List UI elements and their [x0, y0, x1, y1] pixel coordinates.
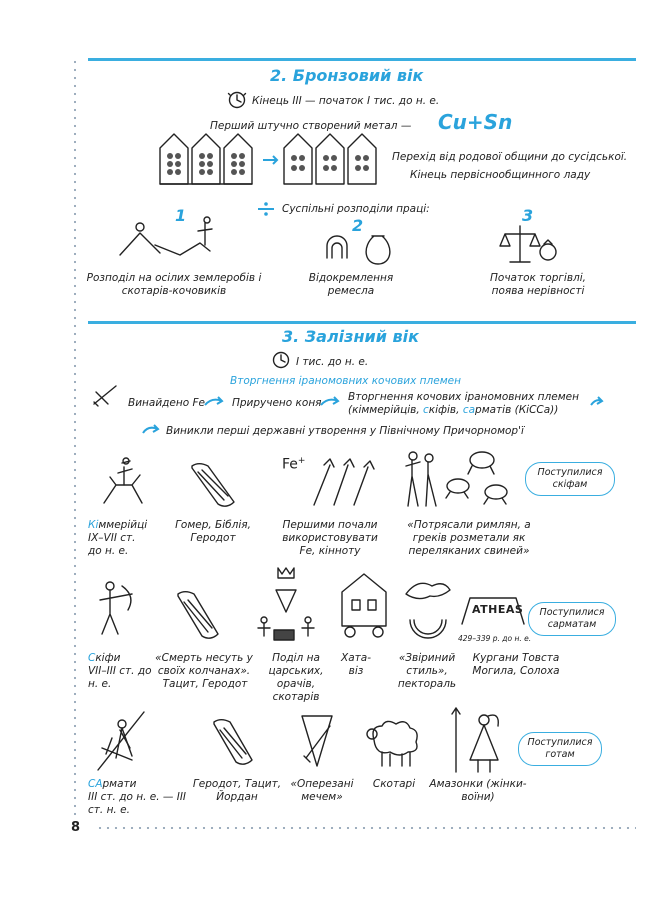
- arrow-icon: [142, 423, 162, 435]
- sarmatians-badge: Поступилися готам: [518, 732, 602, 766]
- scythians-kurgans: Кургани Товста Могила, Солоха: [472, 652, 560, 677]
- scroll-icon: [206, 714, 262, 772]
- athens-date: 429–339 р. до н. е.: [458, 634, 532, 643]
- arrow-icon: [590, 395, 606, 409]
- scythians-division: Поділ на царських, орачів, скотарів: [268, 652, 324, 703]
- bronze-period: Кінець ІІІ — початок І тис. до н. е.: [252, 95, 440, 107]
- invasion-header: Вторгнення іраномовних кочових племен: [230, 375, 461, 387]
- horse-rider-icon: [96, 455, 156, 510]
- section-divider-iron: [88, 321, 636, 324]
- arrow-icon: [320, 395, 342, 407]
- sarmatians-name: САрмати: [88, 778, 137, 790]
- division-icon: [258, 202, 274, 216]
- cimmerians-name: Кіммерійці: [88, 519, 148, 531]
- sword-belt-icon: [296, 712, 338, 770]
- first-metal-text: Перший штучно створений метал —: [210, 120, 412, 132]
- cimmerians-quote: «Потрясали римлян, а греків розметали як переляканих свиней»: [407, 519, 531, 557]
- sarmatians-sources: Геродот, Тацит, Йордан: [192, 778, 282, 803]
- transition-line-1: Перехід від родової общини до сусідської.: [392, 151, 628, 163]
- scythians-hata: Хата-віз: [341, 652, 371, 677]
- athens-inscription: ATHEAS: [472, 603, 524, 616]
- neighbor-houses-icon: [282, 130, 382, 188]
- cimmerians-sources: Гомер, Біблія, Геродот: [175, 519, 251, 544]
- scythians-animal-style: «Звіриний стиль», пектораль: [397, 652, 457, 690]
- margin-dots: [74, 58, 76, 818]
- bronze-formula: Cu+Sn: [438, 110, 513, 134]
- amazon-icon: [448, 706, 508, 774]
- scroll-icon: [170, 586, 228, 646]
- division-1-text: Розподіл на осілих землеробів і скотарів-кочовиків: [86, 272, 262, 297]
- cimmerians-badge: Поступилися скіфам: [525, 462, 615, 496]
- archer-icon: [92, 578, 144, 640]
- sword-icon: [92, 384, 120, 408]
- first-states: Виникли перші державні утворення у Північному Причорномор'ї: [166, 425, 524, 437]
- sarmatians-belt: «Оперезані мечем»: [290, 778, 354, 803]
- farmer-herder-icon: [110, 215, 230, 260]
- crafts-icon: [322, 228, 402, 268]
- scroll-icon: [184, 458, 244, 513]
- footer-dots: [96, 827, 636, 829]
- scythians-dates: VІІ–ІІІ ст. до н. е.: [88, 665, 152, 690]
- division-2-text: Відокремлення ремесла: [308, 272, 394, 297]
- iron-title: 3. Залізний вік: [282, 327, 419, 346]
- transition-line-2: Кінець первіснообщинного ладу: [410, 169, 591, 181]
- sarmatian-warrior-icon: [92, 708, 154, 776]
- division-number-2: 2: [352, 216, 364, 235]
- sheep-icon: [364, 716, 424, 770]
- sarmatians-cattle: Скотарі: [372, 778, 416, 790]
- invasion-line-2: (кіммерійців, скіфів, сарматів (КіССа)): [348, 404, 559, 416]
- iron-period: І тис. до н. е.: [296, 356, 369, 368]
- sarmatians-dates: ІІІ ст. до н. е. — ІІІ ст. н. е.: [88, 791, 187, 816]
- cimmerians-dates: ІХ–VІІ ст. до н. е.: [88, 532, 136, 557]
- scythians-name: Скіфи: [88, 652, 121, 664]
- clan-houses-icon: [158, 130, 258, 188]
- animal-style-icon: [400, 576, 456, 646]
- section-divider-bronze: [88, 58, 636, 61]
- division-number-1: 1: [175, 206, 187, 225]
- division-number-3: 3: [522, 206, 534, 225]
- bronze-title: 2. Бронзовий вік: [270, 66, 424, 85]
- scales-icon: [500, 222, 560, 266]
- horse-domesticated: Приручено коня: [232, 397, 322, 409]
- arrow-icon: [204, 395, 226, 407]
- warriors-pigs-icon: [398, 446, 516, 512]
- clock-icon: [272, 351, 290, 369]
- sarmatians-amazons: Амазонки (жінки-воїни): [429, 778, 527, 803]
- page-number: 8: [71, 820, 81, 835]
- wagon-house-icon: [338, 570, 390, 642]
- cimmerians-first: Першими почали використовувати Fe, кінноту: [282, 519, 378, 557]
- spears-icon: [310, 455, 380, 510]
- scythians-badge: Поступилися сарматам: [528, 602, 616, 636]
- division-3-text: Початок торгівлі, поява нерівності: [490, 272, 586, 297]
- scythians-sources: Тацит, Геродот: [162, 678, 248, 690]
- clock-icon: [228, 91, 246, 109]
- scythians-quote: «Смерть несуть у своїх колчанах».: [155, 652, 253, 677]
- fe-invented: Винайдено Fe: [128, 397, 205, 409]
- division-title: Суспільні розподіли праці:: [282, 203, 430, 215]
- social-division-icon: [250, 566, 330, 646]
- fe-label: Fe+: [282, 456, 306, 473]
- arrow-icon: [262, 155, 280, 165]
- invasion-line-1: Вторгнення кочових іраномовних племен: [348, 391, 579, 403]
